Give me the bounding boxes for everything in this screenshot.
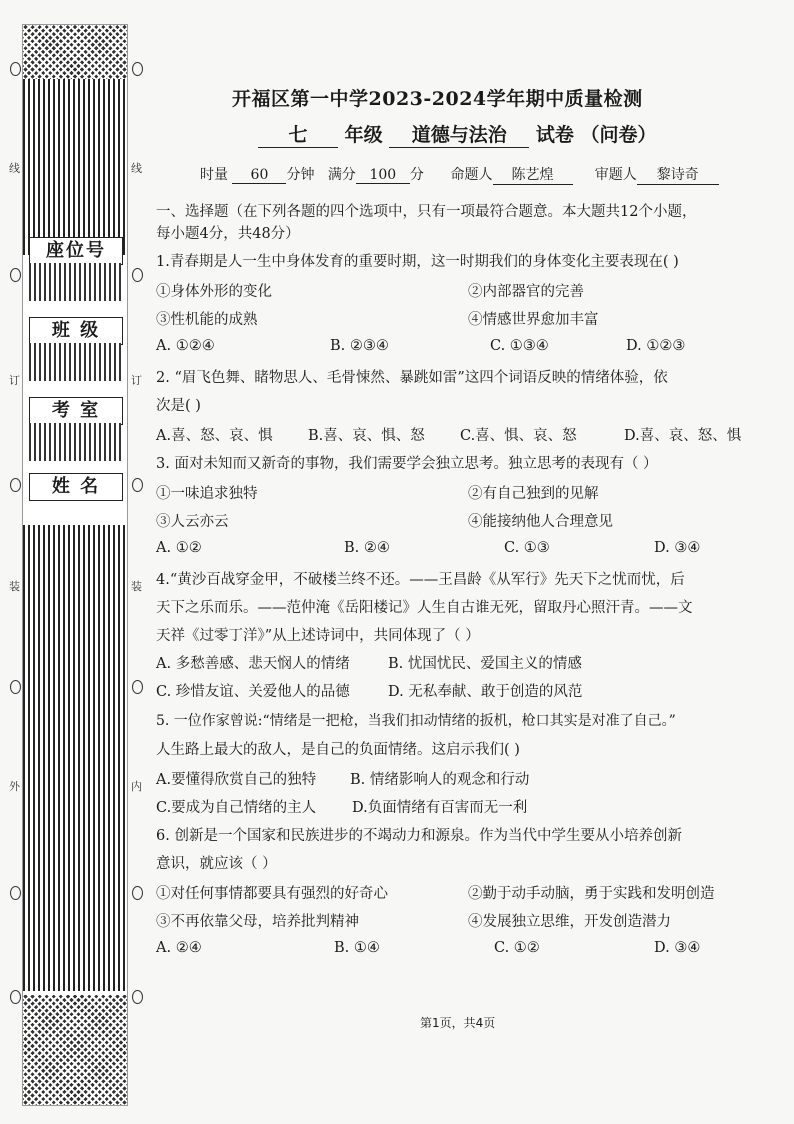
section-instructions: 一、选择题（在下列各题的四个选项中，只有一项最符合题意。本大题共12个小题， — [156, 204, 697, 220]
name-label: 姓 名 — [29, 473, 123, 501]
exam-subtitle — [258, 120, 657, 148]
side-mark: 线 — [9, 162, 20, 175]
answer-choice: B. ②④ — [344, 540, 390, 556]
statement-item: ②内部器官的完善 — [468, 284, 584, 300]
binding-hole — [132, 478, 143, 492]
side-mark: 订 — [9, 374, 20, 387]
answer-choice: C. ①③④ — [490, 338, 549, 354]
reviewer-label: 审题人 — [594, 167, 637, 183]
statement-item: ③人云亦云 — [156, 514, 229, 530]
answer-choice: A.要懂得欣赏自己的独特 — [156, 772, 317, 788]
answer-choice: C.喜、惧、哀、怒 — [460, 428, 577, 444]
statement-item: ④发展独立思维，开发创造潜力 — [468, 914, 671, 930]
answer-choice: B.喜、哀、惧、怒 — [308, 428, 425, 444]
statement-item: ④情感世界愈加丰富 — [468, 312, 599, 328]
question-stem: 5. 一位作家曾说:“情绪是一把枪，当我们扣动情绪的扳机，枪口其实是对准了自己。” — [156, 713, 676, 729]
page-number: 第1页，共4页 — [420, 1016, 496, 1030]
seat-number-field — [29, 263, 121, 301]
exam-room-field — [29, 423, 121, 461]
binding-strip — [22, 24, 128, 1106]
crosshatch-top — [23, 25, 127, 79]
grade-suffix: 年级 — [344, 124, 383, 146]
question-stem: 3. 面对未知而又新奇的事物，我们需要学会独立思考。独立思考的表现有（ ） — [156, 456, 658, 472]
question-stem: 次是( ) — [156, 398, 201, 414]
grade-value: 七 — [258, 120, 338, 148]
question-stem: 6. 创新是一个国家和民族进步的不竭动力和源泉。作为当代中学生要从小培养创新 — [156, 828, 682, 844]
class-field — [29, 343, 121, 381]
section-instructions: 每小题4分，共48分） — [156, 226, 300, 242]
paper-type: （问卷） — [580, 124, 657, 146]
side-mark: 装 — [9, 580, 20, 593]
time-unit: 分钟 — [286, 167, 315, 183]
answer-choice: A. ①②④ — [156, 338, 215, 354]
answer-choice: C. 珍惜友谊、关爱他人的品德 — [156, 684, 350, 700]
seat-number-label: 座位号 — [29, 237, 123, 265]
answer-choice: B. ②③④ — [330, 338, 389, 354]
question-stem: 4.“黄沙百战穿金甲，不破楼兰终不还。——王昌龄《从军行》先天下之忧而忧，后 — [156, 572, 685, 588]
binding-hole — [10, 478, 21, 492]
statement-item: ①对任何事情都要具有强烈的好奇心 — [156, 886, 388, 902]
statement-item: ①一味追求独特 — [156, 486, 258, 502]
answer-choice: D. ③④ — [654, 540, 701, 556]
answer-choice: D. ③④ — [654, 940, 701, 956]
exam-meta — [200, 164, 719, 185]
answer-choice: A. 多愁善感、悲天悯人的情绪 — [156, 656, 350, 672]
binding-hole — [10, 62, 21, 76]
class-label: 班 级 — [29, 317, 123, 345]
binding-hole — [10, 886, 21, 900]
statement-item: ②勤于动手动脑，勇于实践和发明创造 — [468, 886, 715, 902]
statement-item: ①身体外形的变化 — [156, 284, 272, 300]
reviewer-name: 黎诗奇 — [637, 164, 719, 185]
question-stem: 天下之乐而乐。——范仲淹《岳阳楼记》人生自古谁无死，留取丹心照汗青。——文 — [156, 600, 693, 616]
answer-choice: C. ①③ — [504, 540, 550, 556]
stripe-band — [23, 525, 127, 991]
answer-choice: B. 忧国忧民、爱国主义的情感 — [388, 656, 582, 672]
answer-choice: A. ①② — [156, 540, 202, 556]
side-mark: 线 — [131, 162, 142, 175]
binding-hole — [132, 62, 143, 76]
answer-choice: C.要成为自己情绪的主人 — [156, 800, 317, 816]
exam-title: 开福区第一中学2023-2024学年期中质量检测 — [232, 88, 643, 110]
side-mark: 外 — [9, 780, 20, 793]
binding-hole — [132, 680, 143, 694]
paper-suffix: 试卷 — [535, 124, 574, 146]
binding-hole — [10, 990, 21, 1004]
binding-hole — [132, 990, 143, 1004]
answer-choice: B. ①④ — [334, 940, 380, 956]
setter-label: 命题人 — [450, 167, 493, 183]
side-mark: 订 — [131, 374, 142, 387]
question-stem: 1.青春期是人一生中身体发育的重要时期，这一时期我们的身体变化主要表现在( ) — [156, 254, 679, 270]
answer-choice: D.负面情绪有百害而无一利 — [352, 800, 528, 816]
answer-choice: A.喜、怒、哀、惧 — [156, 428, 273, 444]
setter-name: 陈艺煌 — [493, 164, 573, 185]
binding-hole — [10, 680, 21, 694]
score-label: 满分 — [327, 167, 356, 183]
crosshatch-bottom — [23, 995, 127, 1105]
answer-choice: D.喜、哀、怒、惧 — [624, 428, 742, 444]
binding-hole — [132, 886, 143, 900]
answer-choice: C. ①② — [494, 940, 540, 956]
side-mark: 装 — [131, 580, 142, 593]
answer-choice: D. ①②③ — [626, 338, 686, 354]
score-value: 100 — [356, 167, 410, 184]
statement-item: ④能接纳他人合理意见 — [468, 514, 613, 530]
stripe-band — [23, 79, 127, 255]
statement-item: ③不再依靠父母，培养批判精神 — [156, 914, 359, 930]
binding-hole — [132, 268, 143, 282]
answer-choice: D. 无私奉献、敢于创造的风范 — [388, 684, 583, 700]
time-value: 60 — [232, 167, 286, 184]
binding-hole — [10, 268, 21, 282]
question-stem: 人生路上最大的敌人，是自己的负面情绪。这启示我们( ) — [156, 742, 520, 758]
side-mark: 内 — [131, 780, 142, 793]
exam-room-label: 考 室 — [29, 397, 123, 425]
question-stem: 意识，就应该（ ） — [156, 856, 277, 872]
statement-item: ③性机能的成熟 — [156, 312, 258, 328]
question-stem: 2. “眉飞色舞、睹物思人、毛骨悚然、暴跳如雷”这四个词语反映的情绪体验，依 — [156, 370, 668, 386]
subject-value: 道德与法治 — [389, 120, 529, 148]
question-stem: 天祥《过零丁洋》”从上述诗词中，共同体现了（ ） — [156, 628, 480, 644]
answer-choice: B. 情绪影响人的观念和行动 — [350, 772, 530, 788]
score-unit: 分 — [409, 167, 424, 183]
time-label: 时量 — [200, 167, 228, 183]
answer-choice: A. ②④ — [156, 940, 202, 956]
statement-item: ②有自己独到的见解 — [468, 486, 599, 502]
